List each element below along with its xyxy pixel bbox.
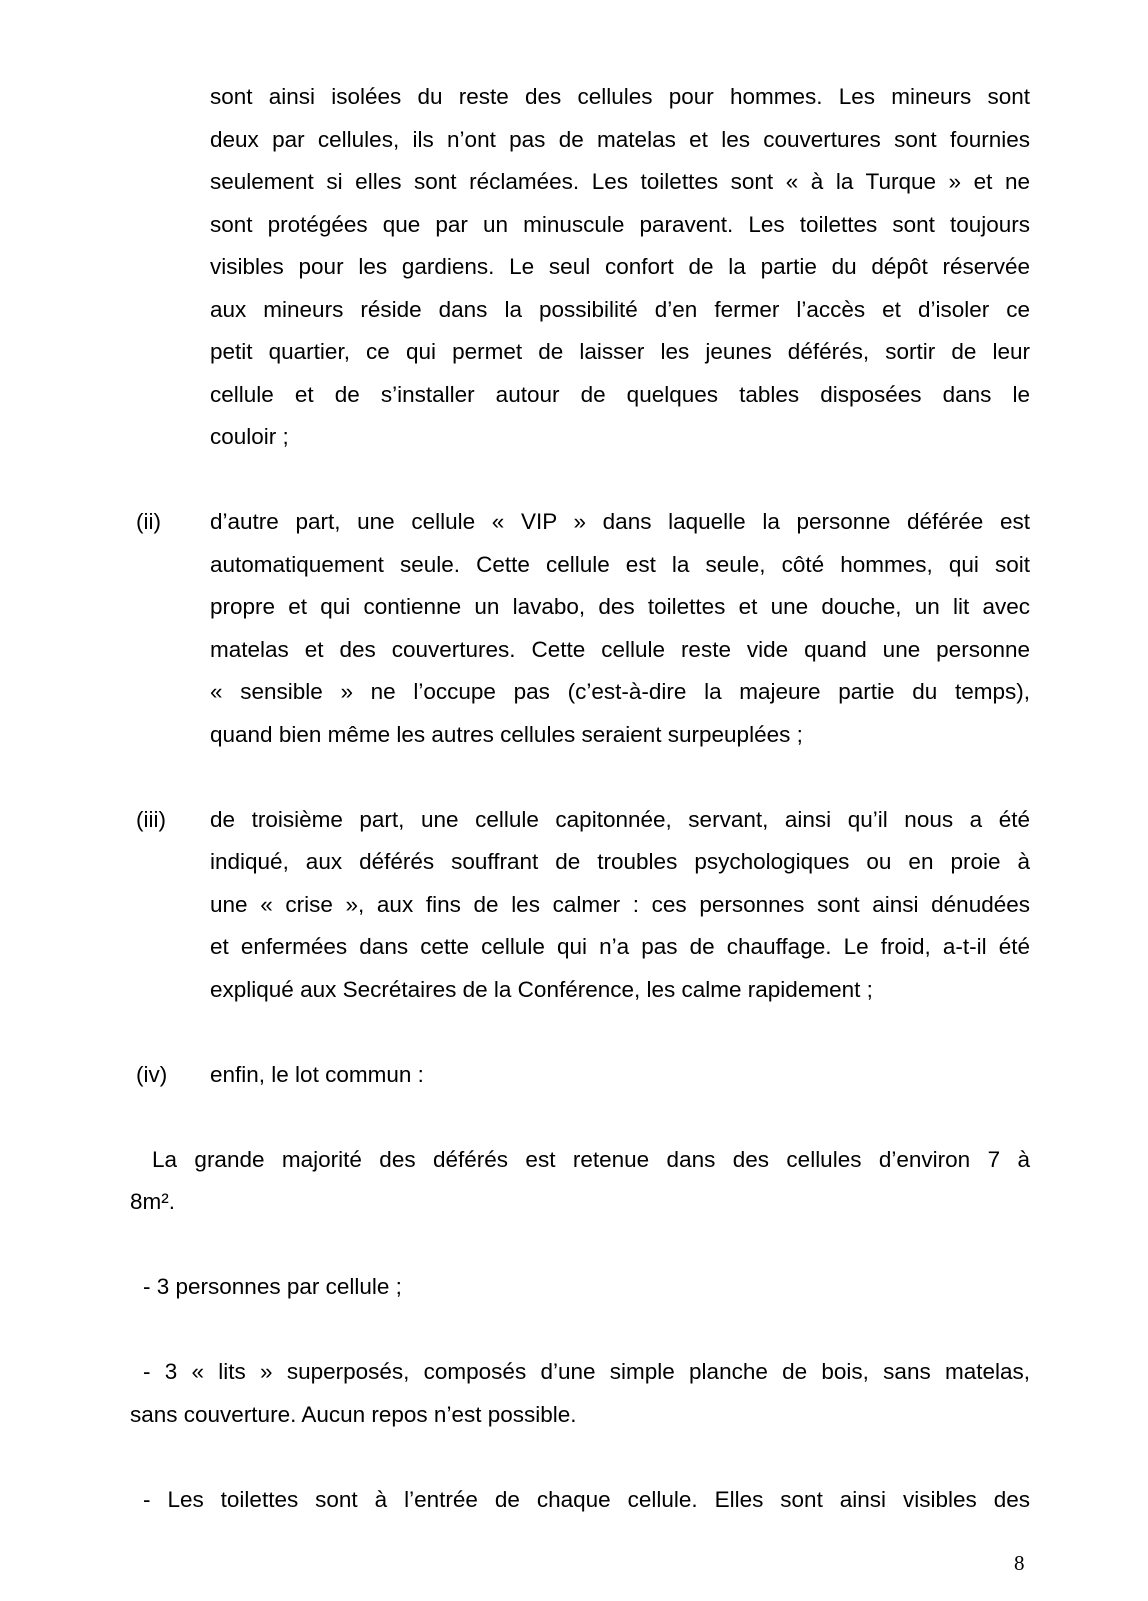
text-line: d’autre part, une cellule « VIP » dans laquelle la personne déférée est xyxy=(210,509,1030,534)
list-item-ii xyxy=(130,501,1030,756)
list-marker: (iv) xyxy=(136,1061,168,1087)
text-line: - 3 personnes par cellule ; xyxy=(143,1274,402,1299)
text-line: indiqué, aux déférés souffrant de troubles psychologiques ou en proie à xyxy=(210,849,1030,874)
text-line: petit quartier, ce qui permet de laisser les jeunes déférés, sortir de leur xyxy=(210,339,1030,364)
text-line: enfin, le lot commun : xyxy=(210,1061,424,1087)
text-line: La grande majorité des déférés est retenue dans des cellules d’environ 7 à xyxy=(152,1146,1030,1172)
text-line: couloir ; xyxy=(210,424,289,449)
block-body xyxy=(130,76,1030,459)
list-marker: (iii) xyxy=(136,806,166,832)
text-line: sont protégées que par un minuscule paravent. Les toilettes sont toujours xyxy=(210,211,1030,237)
text-line: - 3 « lits » superposés, composés d’une simple planche de bois, sans matelas, xyxy=(143,1359,1030,1384)
bullet-toilettes xyxy=(130,1479,1030,1522)
list-marker: (ii) xyxy=(136,509,161,534)
paragraph-item-i-continuation xyxy=(130,76,1030,459)
text-line: de troisième part, une cellule capitonnée, servant, ainsi qu’il nous a été xyxy=(210,806,1030,832)
text-line: aux mineurs réside dans la possibilité d’en fermer l’accès et d’isoler ce xyxy=(210,296,1030,322)
block-body xyxy=(130,501,1030,756)
block-body xyxy=(130,1479,1030,1522)
list-item-iv xyxy=(130,1054,1030,1097)
text-line: automatiquement seule. Cette cellule est la seule, côté hommes, qui soit xyxy=(210,551,1030,577)
text-line: « sensible » ne l’occupe pas (c’est-à-dire la majeure partie du temps), xyxy=(210,679,1030,704)
text-line: expliqué aux Secrétaires de la Conférence, les calme rapidement ; xyxy=(210,976,873,1002)
text-line: matelas et des couvertures. Cette cellule reste vide quand une personne xyxy=(210,636,1030,662)
list-item-iii xyxy=(130,799,1030,1012)
text-line: quand bien même les autres cellules seraient surpeuplées ; xyxy=(210,721,803,747)
block-body xyxy=(130,1266,1030,1309)
text-line: sont ainsi isolées du reste des cellules pour hommes. Les mineurs sont xyxy=(210,84,1030,109)
text-line: - Les toilettes sont à l’entrée de chaque cellule. Elles sont ainsi visibles des xyxy=(143,1486,1030,1512)
text-line: visibles pour les gardiens. Le seul confort de la partie du dépôt réservée xyxy=(210,254,1030,279)
bullet-lits xyxy=(130,1351,1030,1436)
text-line: une « crise », aux fins de les calmer : ces personnes sont ainsi dénudées xyxy=(210,891,1030,917)
block-body xyxy=(130,1351,1030,1436)
document-body xyxy=(130,76,1030,1521)
block-body xyxy=(130,1139,1030,1224)
text-line: deux par cellules, ils n’ont pas de matelas et les couvertures sont fournies xyxy=(210,126,1030,152)
text-line: et enfermées dans cette cellule qui n’a pas de chauffage. Le froid, a-t-il été xyxy=(210,934,1030,959)
text-line: 8m². xyxy=(130,1189,175,1214)
block-body xyxy=(130,1054,1030,1097)
block-body xyxy=(130,799,1030,1012)
text-line: sans couverture. Aucun repos n’est possible. xyxy=(130,1401,577,1427)
page-number: 8 xyxy=(1014,1551,1025,1575)
text-line: cellule et de s’installer autour de quelques tables disposées dans le xyxy=(210,381,1030,407)
bullet-personnes xyxy=(130,1266,1030,1309)
text-line: seulement si elles sont réclamées. Les toilettes sont « à la Turque » et ne xyxy=(210,169,1030,194)
text-line: propre et qui contienne un lavabo, des toilettes et une douche, un lit avec xyxy=(210,594,1030,619)
paragraph-majority xyxy=(130,1139,1030,1224)
